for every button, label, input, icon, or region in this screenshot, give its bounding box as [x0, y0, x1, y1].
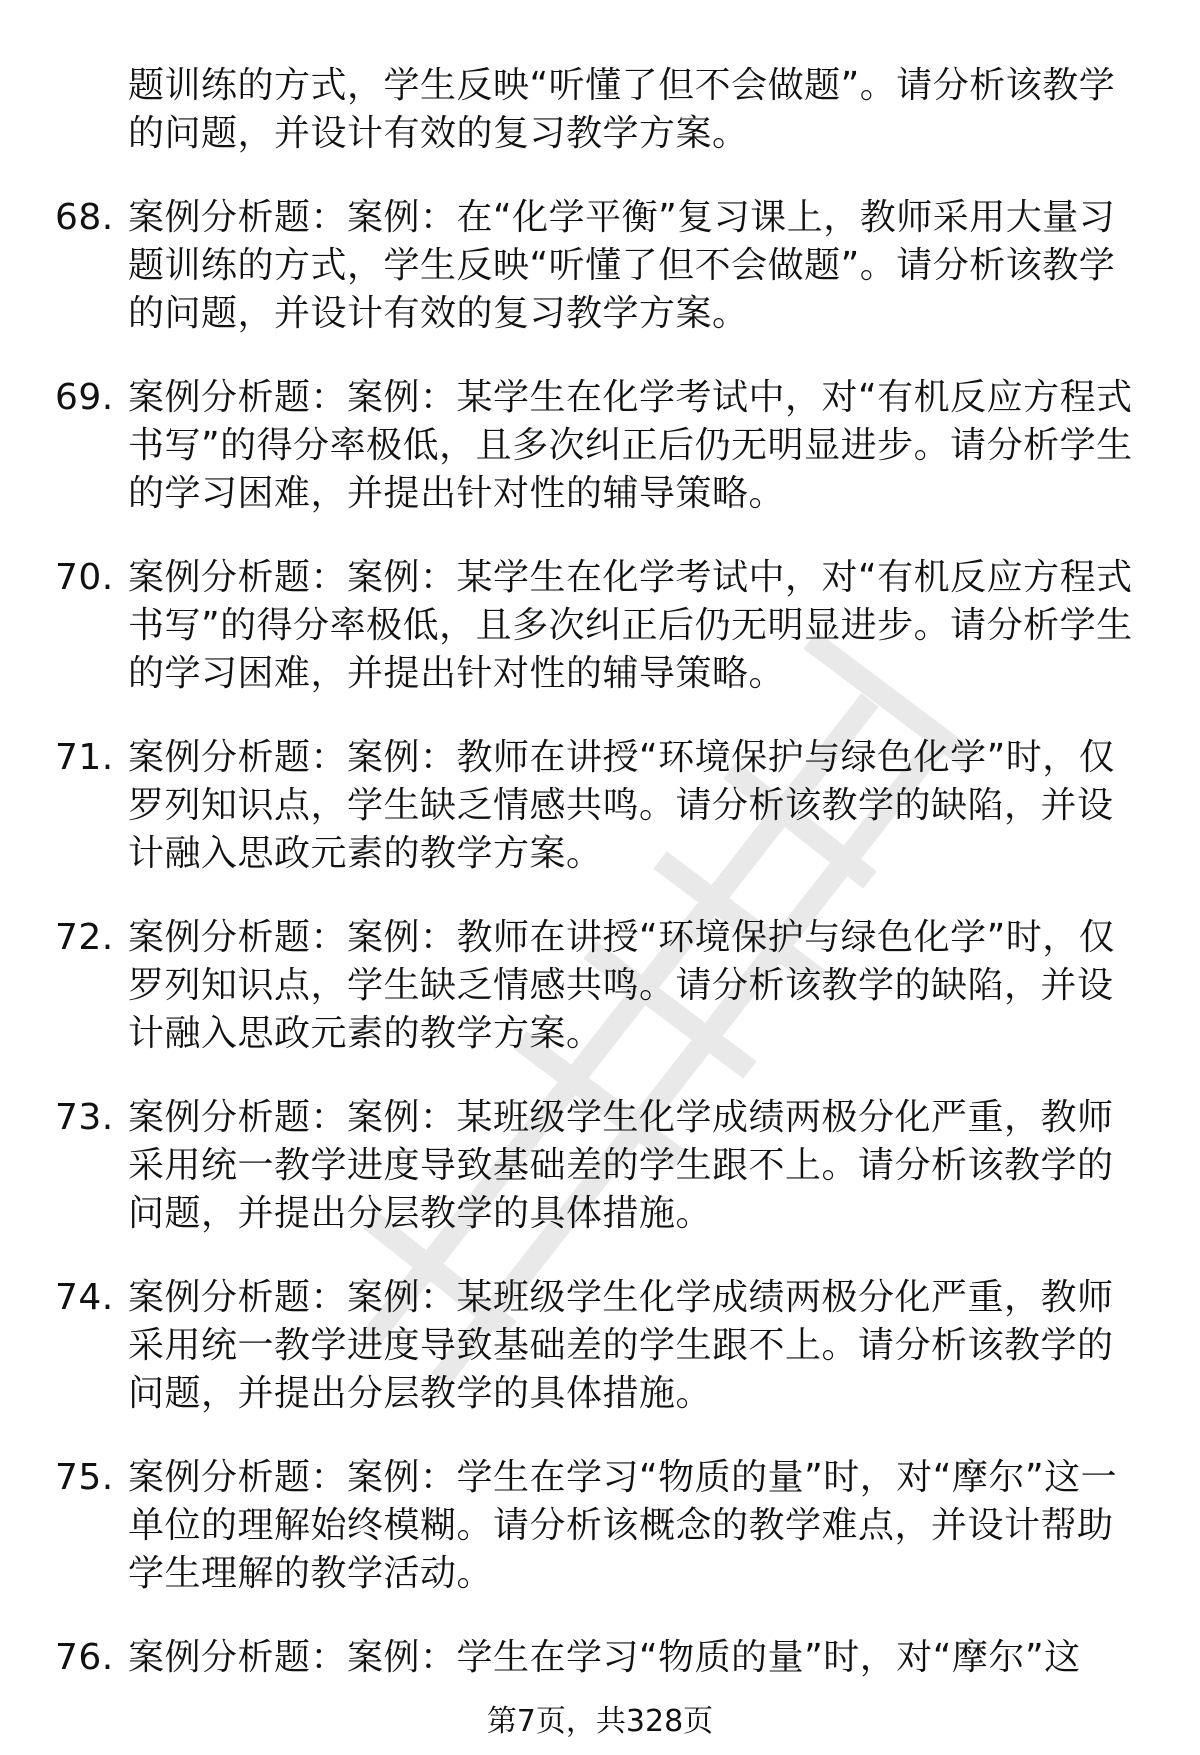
- question-text: 案例分析题：案例：教师在讲授“环境保护与绿色化学”时，仅罗列知识点，学生缺乏情感共鸣。请分析该教学的缺陷，并设计融入思政元素的教学方案。: [128, 917, 1116, 1054]
- question-number: 68.: [55, 197, 114, 238]
- question-item: [0, 374, 1138, 518]
- question-text: 案例分析题：案例：教师在讲授“环境保护与绿色化学”时，仅罗列知识点，学生缺乏情感共鸣。请分析该教学的缺陷，并设计融入思政元素的教学方案。: [128, 737, 1116, 874]
- question-list: [0, 62, 1200, 1718]
- question-item: [0, 1634, 1138, 1682]
- question-item: [0, 1454, 1138, 1598]
- question-number: 70.: [55, 557, 114, 598]
- question-text: 案例分析题：案例：在“化学平衡”复习课上，教师采用大量习题训练的方式，学生反映“听懂了但不会做题”。请分析该教学的问题，并设计有效的复习教学方案。: [128, 197, 1116, 334]
- question-text: 案例分析题：案例：学生在学习“物质的量”时，对“摩尔”这: [128, 1637, 1081, 1678]
- question-number: 76.: [55, 1637, 114, 1678]
- question-item: [0, 554, 1138, 698]
- question-text: 案例分析题：案例：某学生在化学考试中，对“有机反应方程式书写”的得分率极低，且多次纠正后仍无明显进步。请分析学生的学习困难，并提出针对性的辅导策略。: [128, 377, 1133, 514]
- question-number: 73.: [55, 1097, 114, 1138]
- question-text: 案例分析题：案例：某学生在化学考试中，对“有机反应方程式书写”的得分率极低，且多次纠正后仍无明显进步。请分析学生的学习困难，并提出针对性的辅导策略。: [128, 557, 1133, 694]
- question-item: [0, 734, 1138, 878]
- question-text: 案例分析题：案例：某班级学生化学成绩两极分化严重，教师采用统一教学进度导致基础差的学生跟不上。请分析该教学的问题，并提出分层教学的具体措施。: [128, 1277, 1114, 1414]
- question-text: 案例分析题：案例：学生在学习“物质的量”时，对“摩尔”这一单位的理解始终模糊。请分析该概念的教学难点，并设计帮助学生理解的教学活动。: [128, 1457, 1118, 1594]
- question-text: 题训练的方式，学生反映“听懂了但不会做题”。请分析该教学的问题，并设计有效的复习教学方案。: [128, 65, 1116, 154]
- question-text: 案例分析题：案例：某班级学生化学成绩两极分化严重，教师采用统一教学进度导致基础差的学生跟不上。请分析该教学的问题，并提出分层教学的具体措施。: [128, 1097, 1114, 1234]
- question-item: [0, 1274, 1138, 1418]
- question-item: [0, 914, 1138, 1058]
- page-footer: 第7页，共328页: [486, 1704, 714, 1739]
- question-number: 71.: [55, 737, 114, 778]
- question-item: [0, 1094, 1138, 1238]
- question-number: 72.: [55, 917, 114, 958]
- question-continuation: [0, 62, 1138, 158]
- question-item: [0, 194, 1138, 338]
- question-number: 69.: [55, 377, 114, 418]
- question-number: 75.: [55, 1457, 114, 1498]
- question-number: 74.: [55, 1277, 114, 1318]
